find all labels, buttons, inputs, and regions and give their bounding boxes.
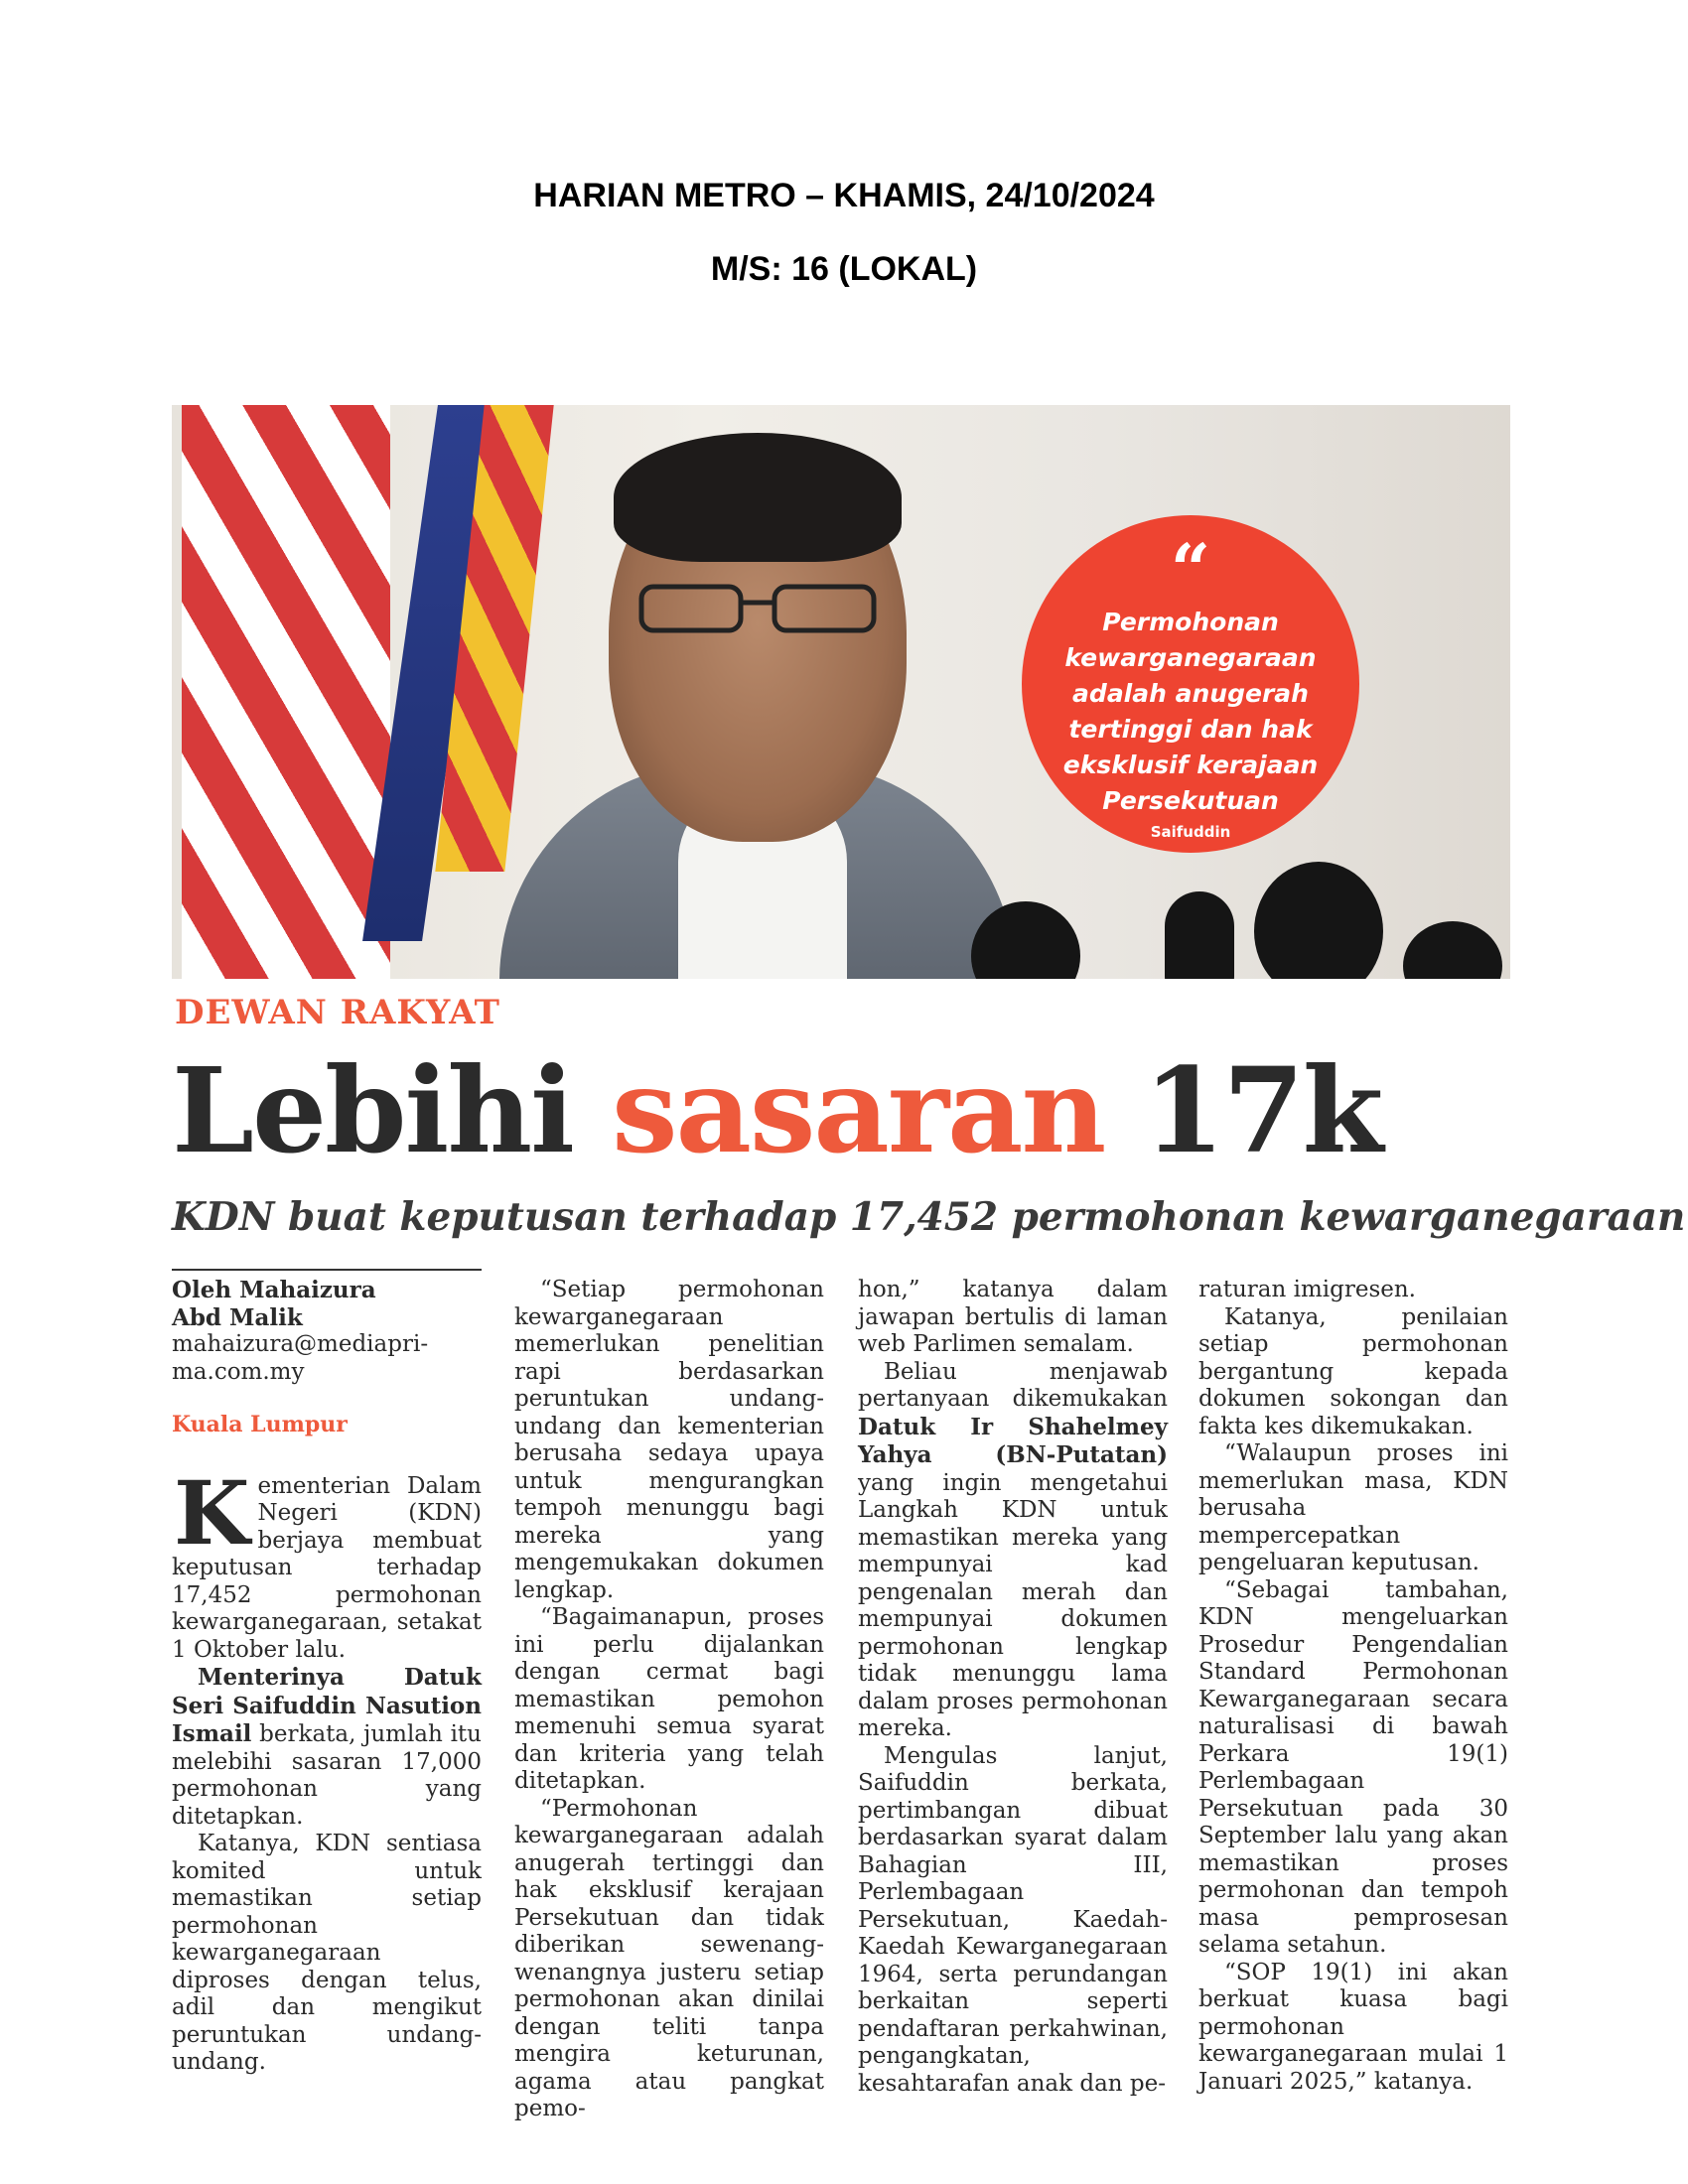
paragraph: hon,” katanya dalam jawapan bertulis di laman web Parlimen semalam. xyxy=(858,1277,1168,1357)
paragraph: “Setiap permohonan kewarganegaraan memerlukan penelitian rapi berdasarkan peruntukan undang-undang dan kementerian berusaha sedaya upaya untuk mengurangkan tempoh menunggu bagi mereka yang mengemukakan dokumen lengkap. xyxy=(514,1277,824,1603)
flag-stripes xyxy=(182,405,390,979)
paragraph-text: berkata, jumlah itu melebihi sasaran 17,000 permohonan yang ditetapkan. xyxy=(172,1721,482,1830)
microphone-icon xyxy=(1165,891,1234,979)
headline-part-3: 17k xyxy=(1104,1041,1382,1179)
article-column-2 xyxy=(514,1277,824,2123)
article-column-1 xyxy=(172,1277,482,2077)
headline xyxy=(172,1040,1381,1181)
pull-quote-source: Saifuddin xyxy=(1150,823,1231,841)
author-email: mahaizura@mediapri- xyxy=(172,1331,429,1357)
pull-quote-text: Permohonan kewarganegaraan adalah anugerah tertinggi dan hak eksklusif kerajaan Persekutuan xyxy=(1062,608,1319,815)
paragraph-text: yang ingin mengetahui Langkah KDN untuk memastikan mereka yang mempunyai kad pengenalan merah dan mempunyai dokumen permohonan lengkap tidak menunggu lama dalam proses permohonan mereka. xyxy=(858,1469,1168,1741)
speaker-hair xyxy=(614,433,902,562)
byline-rule xyxy=(172,1269,482,1271)
bold-name: Menterinya Datuk Seri Saifuddin Nasution Ismail xyxy=(172,1664,482,1747)
byline: Abd Malik xyxy=(172,1303,303,1331)
headline-part-1: Lebihi xyxy=(172,1041,613,1179)
paragraph: Mengulas lanjut, Saifuddin berkata, pertimbangan dibuat berdasarkan syarat dalam Bahagian III, Perlembagaan Persekutuan, Kaedah-Kaedah Kewarganegaraan 1964, serta perundangan berkaitan seperti pendaftaran perkahwinan, pengangkatan, kesahtarafan anak dan pe- xyxy=(858,1742,1168,2097)
author-email: ma.com.my xyxy=(172,1358,305,1385)
bold-name: Datuk Ir Shahelmey Yahya (BN-Putatan) xyxy=(858,1413,1168,1468)
paragraph: “Bagaimanapun, proses ini perlu dijalankan dengan cermat bagi memastikan pemohon memenuhi semua syarat dan kriteria yang telah ditetapkan. xyxy=(514,1604,824,1794)
paragraph: “Permohonan kewarganegaraan adalah anugerah tertinggi dan hak eksklusif kerajaan Persekutuan dan tidak diberikan sewenang-wenangnya justeru setiap permohonan akan dinilai dengan teliti tanpa mengira keturunan, agama atau pangkat pemo- xyxy=(514,1795,824,2121)
paragraph: raturan imigresen. xyxy=(1198,1277,1416,1302)
lead-paragraph xyxy=(172,1460,482,1665)
microphone-icon xyxy=(1403,921,1502,979)
glasses-icon xyxy=(633,579,882,638)
headline-highlight: sasaran xyxy=(612,1041,1105,1179)
paragraph xyxy=(172,1664,482,1831)
section-label: DEWAN RAKYAT xyxy=(175,993,500,1032)
paragraph: “SOP 19(1) ini akan berkuat kuasa bagi permohonan kewarganegaraan mulai 1 Januari 2025,” katanya. xyxy=(1198,1959,1508,2095)
clipping-header-page: M/S: 16 (LOKAL) xyxy=(710,250,978,288)
paragraph: “Walaupun proses ini memerlukan masa, KDN berusaha mempercepatkan pengeluaran keputusan. xyxy=(1198,1440,1508,1575)
paragraph: Katanya, KDN sentiasa komited untuk memastikan setiap permohonan kewarganegaraan diproses dengan telus, adil dan mengikut peruntukan undang-undang. xyxy=(172,1831,482,2075)
paragraph: “Sebagai tambahan, KDN mengeluarkan Prosedur Pengendalian Standard Permohonan Kewarganegaraan secara naturalisasi di bawah Perkara 19(1) Perlembagaan Persekutuan pada 30 September lalu yang akan memastikan proses permohonan dan tempoh masa pemprosesan selama setahun. xyxy=(1198,1576,1508,1958)
dateline: Kuala Lumpur xyxy=(172,1412,348,1437)
clipping-header-date: HARIAN METRO – KHAMIS, 24/10/2024 xyxy=(533,177,1155,214)
drop-cap: K xyxy=(174,1460,250,1565)
byline: Oleh Mahaizura xyxy=(172,1277,376,1303)
paragraph xyxy=(858,1359,1168,1743)
lead-text: ementerian Dalam Negeri (KDN) berjaya membuat keputusan terhadap 17,452 permohonan kewarganegaraan, setakat 1 Oktober lalu. xyxy=(172,1472,482,1663)
article-column-3 xyxy=(858,1277,1168,2098)
pull-quote-circle xyxy=(1022,515,1359,853)
microphone-icon xyxy=(1254,862,1383,979)
paragraph: Katanya, penilaian setiap permohonan bergantung kepada dokumen sokongan dan fakta kes dikemukakan. xyxy=(1198,1303,1508,1439)
quote-mark-icon: “ xyxy=(1170,528,1211,611)
subheadline: KDN buat keputusan terhadap 17,452 permohonan kewarganegaraan xyxy=(172,1194,1686,1240)
paragraph-text: Beliau menjawab pertanyaan dikemukakan xyxy=(858,1358,1168,1412)
article-column-4 xyxy=(1198,1277,1508,2096)
